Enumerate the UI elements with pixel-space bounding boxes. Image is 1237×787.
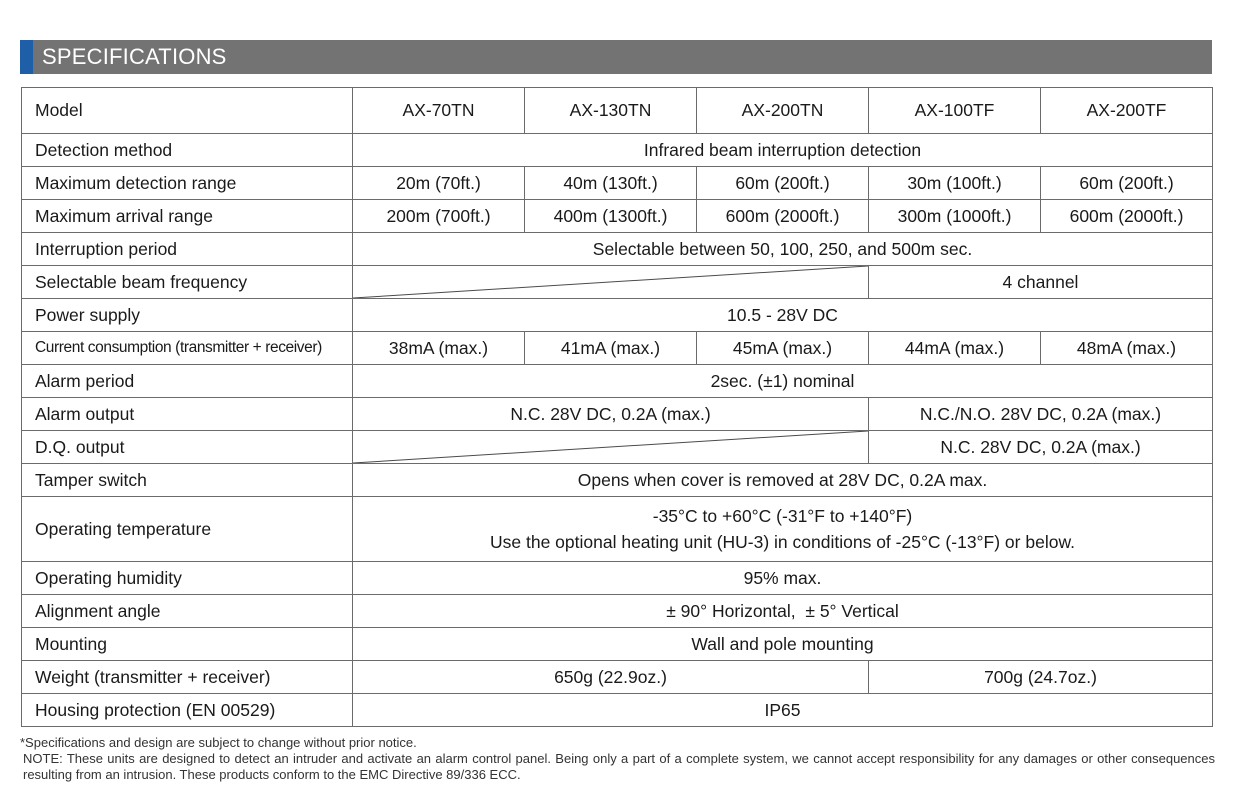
table-row-interruption-period [22,233,1213,266]
row-label-interruption-period: Interruption period [22,233,353,266]
row-label-beam-frequency: Selectable beam frequency [22,266,353,299]
table-row-detection-method [22,134,1213,167]
model-ax-100tf: AX-100TF [869,88,1041,134]
table-row-max-arrival-range [22,200,1213,233]
table-row-tamper-switch [22,464,1213,497]
table-row-dq-output [22,431,1213,464]
max-arrival-range-cell: 200m (700ft.) [353,200,525,233]
row-label-alarm-period: Alarm period [22,365,353,398]
alignment-angle-value: ± 90° Horizontal, ± 5° Vertical [353,595,1213,628]
table-row-mounting [22,628,1213,661]
weight-tf-value: 700g (24.7oz.) [869,661,1213,694]
max-detection-range-cell: 30m (100ft.) [869,167,1041,200]
interruption-period-value: Selectable between 50, 100, 250, and 500m sec. [353,233,1213,266]
operating-temperature-range: -35°C to +60°C (-31°F to +140°F) [652,506,913,526]
dq-output-tf-value: N.C. 28V DC, 0.2A (max.) [869,431,1213,464]
detection-method-value: Infrared beam interruption detection [353,134,1213,167]
max-arrival-range-cell: 600m (2000ft.) [697,200,869,233]
model-ax-200tf: AX-200TF [1041,88,1213,134]
section-title: SPECIFICATIONS [42,44,227,69]
table-row-beam-frequency [22,266,1213,299]
row-label-dq-output: D.Q. output [22,431,353,464]
operating-temperature-value [353,497,1213,562]
table-row-alarm-output [22,398,1213,431]
diagonal-slash [353,266,868,298]
row-label-weight: Weight (transmitter + receiver) [22,661,353,694]
row-label-max-arrival-range: Maximum arrival range [22,200,353,233]
row-label-model: Model [22,88,353,134]
row-label-alarm-output: Alarm output [22,398,353,431]
current-consumption-cell: 41mA (max.) [525,332,697,365]
table-row-max-detection-range [22,167,1213,200]
current-consumption-cell: 45mA (max.) [697,332,869,365]
row-label-alignment-angle: Alignment angle [22,595,353,628]
operating-humidity-value: 95% max. [353,562,1213,595]
table-row-power-supply [22,299,1213,332]
section-header [20,40,1212,74]
row-label-current-consumption: Current consumption (transmitter + receiver) [22,332,353,365]
alarm-output-tf-value: N.C./N.O. 28V DC, 0.2A (max.) [869,398,1213,431]
row-label-operating-humidity: Operating humidity [22,562,353,595]
not-applicable-cell [353,266,869,299]
table-row-current-consumption [22,332,1213,365]
table-row-operating-humidity [22,562,1213,595]
header-accent-bar [20,40,33,74]
alarm-output-tn-value: N.C. 28V DC, 0.2A (max.) [353,398,869,431]
table-row-housing-protection [22,694,1213,727]
table-row-alignment-angle [22,595,1213,628]
weight-tn-value: 650g (22.9oz.) [353,661,869,694]
current-consumption-cell: 38mA (max.) [353,332,525,365]
max-arrival-range-cell: 300m (1000ft.) [869,200,1041,233]
max-arrival-range-cell: 600m (2000ft.) [1041,200,1213,233]
alarm-period-value: 2sec. (±1) nominal [353,365,1213,398]
row-label-tamper-switch: Tamper switch [22,464,353,497]
housing-protection-value: IP65 [353,694,1213,727]
table-row-model [22,88,1213,134]
max-detection-range-cell: 40m (130ft.) [525,167,697,200]
table-row-alarm-period [22,365,1213,398]
model-ax-200tn: AX-200TN [697,88,869,134]
tamper-switch-value: Opens when cover is removed at 28V DC, 0.2A max. [353,464,1213,497]
max-arrival-range-cell: 400m (1300ft.) [525,200,697,233]
footnotes [20,735,1215,783]
table-row-weight [22,661,1213,694]
operating-temperature-note: Use the optional heating unit (HU-3) in conditions of -25°C (-13°F) or below. [490,532,1075,552]
model-ax-70tn: AX-70TN [353,88,525,134]
max-detection-range-cell: 60m (200ft.) [697,167,869,200]
row-label-operating-temperature: Operating temperature [22,497,353,562]
max-detection-range-cell: 20m (70ft.) [353,167,525,200]
current-consumption-cell: 48mA (max.) [1041,332,1213,365]
diagonal-slash [353,431,868,463]
disclaimer-note: *Specifications and design are subject to change without prior notice. [20,735,417,750]
responsibility-note: NOTE: These units are designed to detect an intruder and activate an alarm control panel. Being only a part of a complete system, we cannot accept responsibility for any damages or other consequences resulting from an intrusion. These products conform to the EMC Directive 89/336 ECC. [23,751,1215,782]
table-row-operating-temperature [22,497,1213,562]
specifications-table [21,87,1213,727]
max-detection-range-cell: 60m (200ft.) [1041,167,1213,200]
row-label-detection-method: Detection method [22,134,353,167]
not-applicable-cell [353,431,869,464]
row-label-mounting: Mounting [22,628,353,661]
row-label-power-supply: Power supply [22,299,353,332]
beam-frequency-tf-value: 4 channel [869,266,1213,299]
model-ax-130tn: AX-130TN [525,88,697,134]
row-label-max-detection-range: Maximum detection range [22,167,353,200]
current-consumption-cell: 44mA (max.) [869,332,1041,365]
row-label-housing-protection: Housing protection (EN 00529) [22,694,353,727]
power-supply-value: 10.5 - 28V DC [353,299,1213,332]
mounting-value: Wall and pole mounting [353,628,1213,661]
